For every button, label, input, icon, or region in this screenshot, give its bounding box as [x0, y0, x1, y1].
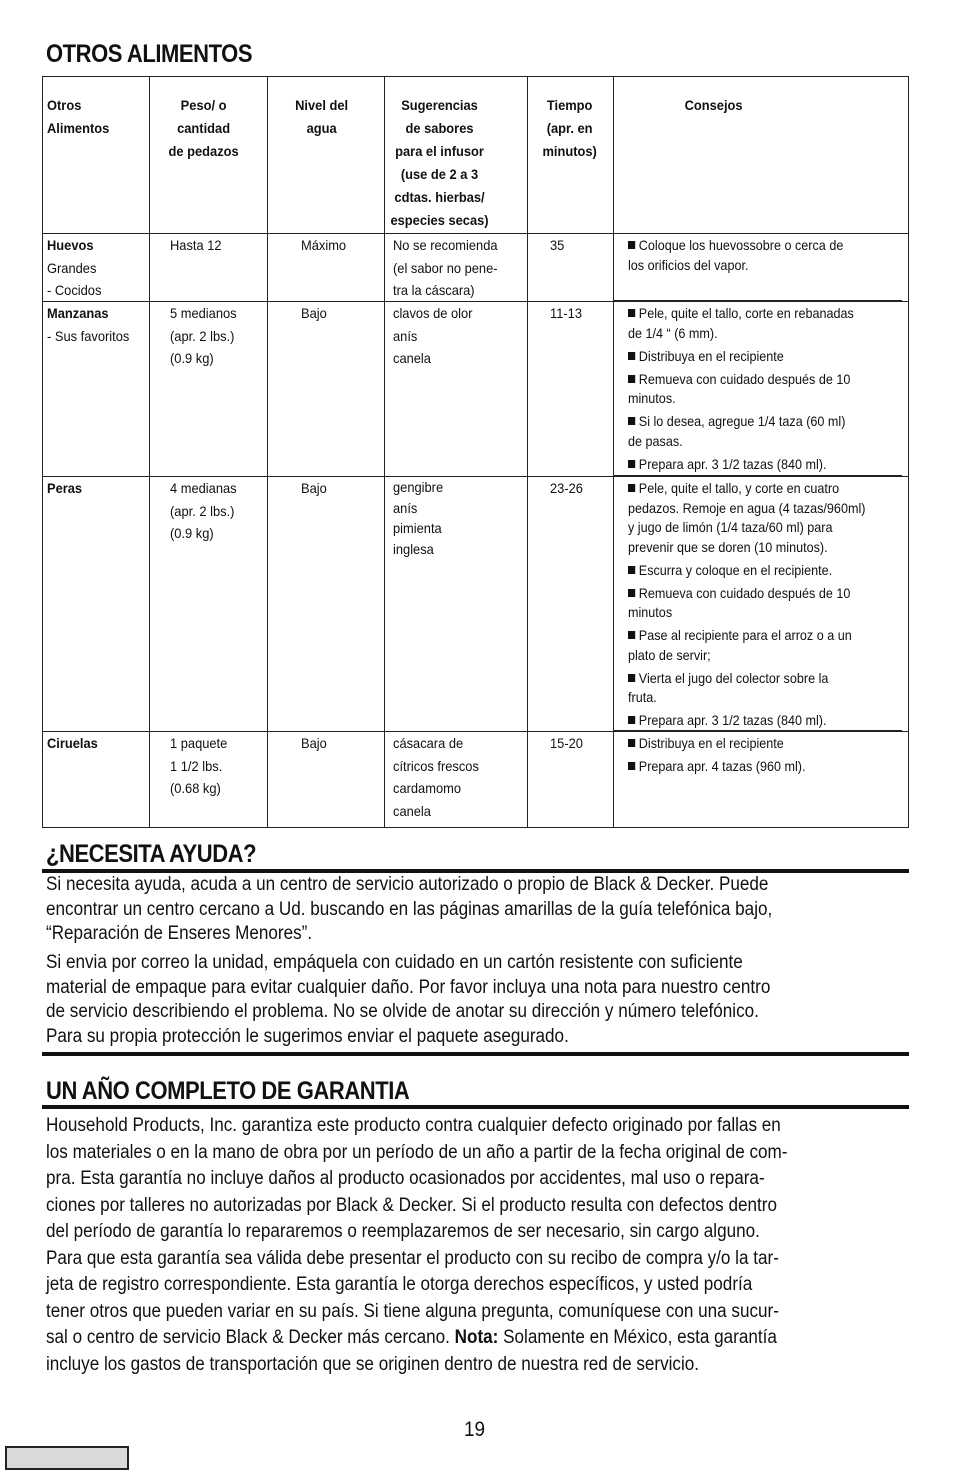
tip-item: Escurra y coloque en el recipiente. [628, 561, 865, 581]
bullet-square-icon [628, 674, 635, 682]
header-peso: Peso/ o cantidad de pedazos [168, 97, 239, 159]
bullet-square-icon [628, 375, 635, 383]
tips-list [628, 734, 805, 780]
column-divider [613, 77, 614, 827]
tip-item: Remueva con cuidado después de 10 minutos [628, 584, 851, 620]
tips-list [628, 236, 843, 279]
tips-list [628, 479, 865, 734]
tip-item: Prepara apr. 3 1/2 tazas (840 ml). [628, 455, 854, 475]
header-nivel-agua: Nivel del agua [295, 97, 349, 136]
food-name: Peras [47, 480, 83, 496]
help-paragraph-1: Si necesita ayuda, acuda a un centro de servicio autorizado o propio de Black & Decker. Puede encontrar un centro cercano a Ud. buscando en las páginas amarillas de la guía telefónica bajo, “Reparación de Enseres Menores”. [46, 874, 773, 944]
flavor-suggestions: gengibre anís pimienta inglesa [393, 479, 444, 557]
flavor-suggestions: cásacara de cítricos frescos cardamomo canela [393, 735, 479, 819]
bullet-square-icon [628, 460, 635, 468]
food-amount: Hasta 12 [170, 237, 222, 253]
tip-item: Coloque los huevossobre o cerca de los orificios del vapor. [628, 237, 844, 273]
water-level: Bajo [301, 480, 327, 496]
food-name: Huevos Grandes - Cocidos [47, 237, 102, 298]
food-amount: 5 medianos (apr. 2 lbs.) (0.9 kg) [170, 305, 237, 366]
cook-time: 15-20 [550, 735, 583, 751]
food-name: Manzanas - Sus favoritos [47, 305, 130, 344]
bullet-square-icon [628, 716, 635, 724]
tip-item: Pase al recipiente para el arroz o a un plato de servir; [628, 627, 852, 663]
header-tiempo: Tiempo (apr. en minutos) [542, 97, 597, 159]
section-divider [42, 1052, 909, 1056]
tip-item: Prepara apr. 3 1/2 tazas (840 ml). [628, 711, 865, 731]
section-title-garantia: UN AÑO COMPLETO DE GARANTIA [46, 1077, 410, 1105]
bullet-square-icon [628, 589, 635, 597]
tip-item: Pele, quite el tallo, corte en rebanadas de 1/4 “ (6 mm). [628, 305, 854, 341]
column-divider [384, 77, 385, 827]
page-number: 19 [464, 1418, 486, 1441]
tip-item: Prepara apr. 4 tazas (960 ml). [628, 757, 805, 777]
tip-item: Distribuya en el recipiente [628, 347, 854, 367]
warranty-paragraph: Household Products, Inc. garantiza este producto contra cualquier defecto originado por fallas en los materiales o en la mano de obra por un período de un año a partir de la fecha original de com- pra. Esta garantía no incluye daños al producto ocasionados por accidentes, mal uso o repara- ciones por talleres no autorizadas por Black & Decker. Si el producto resulta con defectos dentro del período de garantía lo repararemos o reemplazaremos de ser necesario, sin cargo alguno. Para que esta garantía sea válida debe presentar el producto con su recibo de compra y/o la tar- jeta de registro correspondiente. Esta garantía le otorga derechos específicos, y usted podría tener otros que pueden variar en su país. Si tiene alguna pregunta, comuníquese con una sucur- sal o centro de servicio Black & Decker más cercano. Nota: Solamente en México, esta garantía incluye los gastos de transportación que se originen dentro de nuestra red de servicio. [46, 1115, 788, 1375]
water-level: Bajo [301, 305, 327, 321]
bullet-square-icon [628, 417, 635, 425]
tip-item: Distribuya en el recipiente [628, 734, 805, 754]
cook-time: 11-13 [550, 305, 582, 321]
header-otros-alimentos: Otros Alimentos [47, 97, 110, 136]
corner-gray-box [5, 1446, 129, 1470]
water-level: Máximo [301, 237, 347, 253]
bullet-square-icon [628, 241, 635, 249]
heading-underline [42, 1105, 909, 1109]
cook-time: 35 [550, 237, 565, 253]
column-divider [149, 77, 150, 827]
flavor-suggestions: clavos de olor anís canela [393, 305, 473, 366]
header-sugerencias: Sugerencias de sabores para el infusor (use de 2 a 3 cdtas. hierbas/ especies secas) [390, 97, 489, 228]
header-consejos: Consejos [684, 97, 743, 113]
nota-label: Nota: [454, 1327, 499, 1348]
section-title-otros-alimentos: OTROS ALIMENTOS [46, 40, 253, 68]
bullet-square-icon [628, 762, 635, 770]
section-title-necesita-ayuda: ¿NECESITA AYUDA? [46, 840, 257, 868]
bullet-square-icon [628, 352, 635, 360]
water-level: Bajo [301, 735, 327, 751]
help-paragraph-2: Si envia por correo la unidad, empáquela con cuidado en un cartón resistente con suficiente material de empaque para evitar cualquier daño. Por favor incluya una nota para nuestro centro de servicio describiendo el problema. No se olvide de anotar su dirección y número telefónico. Para su propia protección le sugerimos enviar el paquete asegurado. [46, 952, 771, 1047]
food-name: Ciruelas [47, 735, 98, 751]
cook-time: 23-26 [550, 480, 583, 496]
bullet-square-icon [628, 484, 635, 492]
column-divider [267, 77, 268, 827]
tip-item: Vierta el jugo del colector sobre la fruta. [628, 669, 829, 705]
tip-item: Pele, quite el tallo, y corte en cuatro pedazos. Remoje en agua (4 tazas/960ml) y jugo de limón (1/4 taza/60 ml) para prevenir que se doren (10 minutos). [628, 480, 866, 555]
food-amount: 4 medianas (apr. 2 lbs.) (0.9 kg) [170, 480, 237, 541]
tip-item: Remueva con cuidado después de 10 minutos. [628, 370, 851, 406]
food-table [42, 76, 909, 828]
bullet-square-icon [628, 739, 635, 747]
food-amount: 1 paquete 1 1/2 lbs. (0.68 kg) [170, 735, 228, 796]
bullet-square-icon [628, 566, 635, 574]
flavor-suggestions: No se recomienda (el sabor no pene- tra la cáscara) [393, 237, 498, 298]
tips-list [628, 304, 854, 478]
column-divider [527, 77, 528, 827]
bullet-square-icon [628, 631, 635, 639]
bullet-square-icon [628, 309, 635, 317]
tip-item: Si lo desea, agregue 1/4 taza (60 ml) de pasas. [628, 413, 846, 449]
